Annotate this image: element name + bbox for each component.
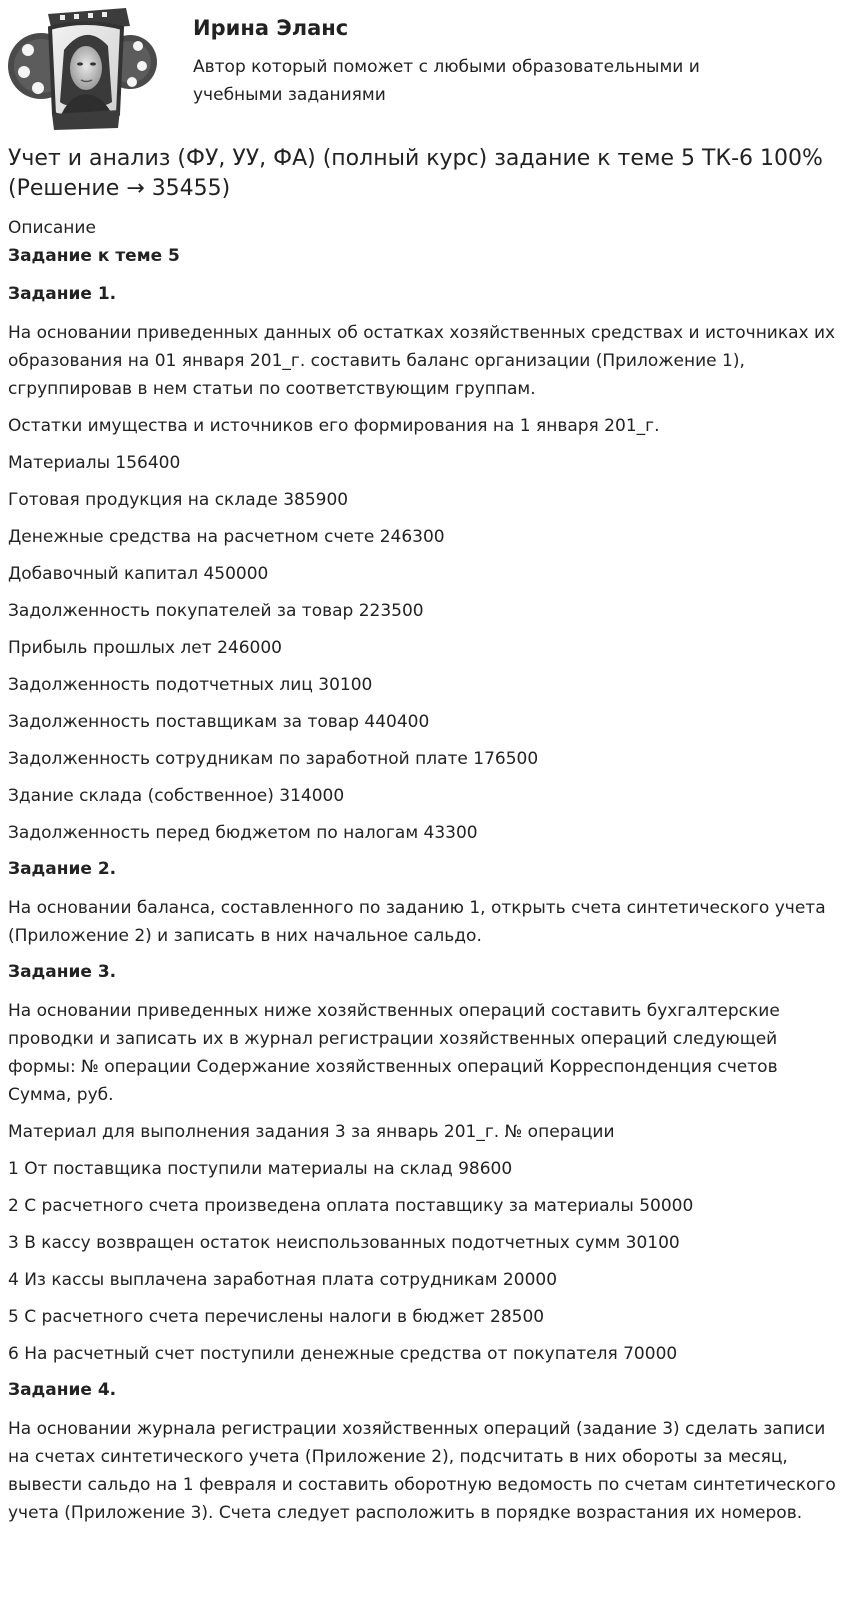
page-title: Учет и анализ (ФУ, УУ, ФА) (полный курс) задание к теме 5 ТК-6 100% (Решение → 35455) bbox=[8, 146, 823, 201]
author-photo-icon bbox=[8, 6, 158, 130]
topic-heading: Задание к теме 5 bbox=[8, 246, 180, 266]
description-body bbox=[8, 243, 840, 1536]
task1-intro: Остатки имущества и источников его формирования на 1 января 201_г. bbox=[8, 416, 660, 436]
task1-text: На основании приведенных данных об остатках хозяйственных средствах и источниках их образования на 01 января 201_г. составить баланс организации (Приложение 1), сгруппировав в нем статьи по соответствующим группам. bbox=[8, 323, 836, 399]
description-label: Описание bbox=[8, 218, 96, 238]
list-item: Задолженность сотрудникам по заработной плате 176500 bbox=[8, 749, 539, 769]
task3-heading: Задание 3. bbox=[8, 962, 117, 982]
list-item: Материалы 156400 bbox=[8, 453, 181, 473]
task3-intro: Материал для выполнения задания 3 за январь 201_г. № операции bbox=[8, 1122, 615, 1142]
list-item: Задолженность покупателей за товар 223500 bbox=[8, 601, 424, 621]
task1-heading: Задание 1. bbox=[8, 284, 117, 304]
list-item: 3 В кассу возвращен остаток неиспользованных подотчетных сумм 30100 bbox=[8, 1233, 680, 1253]
list-item: Готовая продукция на складе 385900 bbox=[8, 490, 349, 510]
list-item: Прибыль прошлых лет 246000 bbox=[8, 638, 282, 658]
list-item: Задолженность подотчетных лиц 30100 bbox=[8, 675, 373, 695]
task2-text: На основании баланса, составленного по заданию 1, открыть счета синтетического учета (Приложение 2) и записать в них начальное сальдо. bbox=[8, 898, 826, 946]
list-item: Здание склада (собственное) 314000 bbox=[8, 786, 345, 806]
list-item: Задолженность перед бюджетом по налогам 43300 bbox=[8, 823, 478, 843]
list-item: 5 С расчетного счета перечислены налоги в бюджет 28500 bbox=[8, 1307, 545, 1327]
list-item: Задолженность поставщикам за товар 440400 bbox=[8, 712, 430, 732]
author-description: Автор который поможет с любыми образовательными и учебными заданиями bbox=[193, 57, 700, 105]
task4-heading: Задание 4. bbox=[8, 1380, 117, 1400]
list-item: Добавочный капитал 450000 bbox=[8, 564, 269, 584]
list-item: 4 Из кассы выплачена заработная плата сотрудникам 20000 bbox=[8, 1270, 558, 1290]
list-item: 1 От поставщика поступили материалы на склад 98600 bbox=[8, 1159, 513, 1179]
task3-text: На основании приведенных ниже хозяйственных операций составить бухгалтерские проводки и записать их в журнал регистрации хозяйственных операций следующей формы: № операции Содержание хозяйственных операций Корреспонденция счетов Сумма, руб. bbox=[8, 1001, 780, 1105]
list-item: Денежные средства на расчетном счете 246300 bbox=[8, 527, 445, 547]
author-name[interactable]: Ирина Эланс bbox=[193, 16, 349, 40]
author-card bbox=[8, 6, 839, 128]
task2-heading: Задание 2. bbox=[8, 859, 117, 879]
list-item: 6 На расчетный счет поступили денежные средства от покупателя 70000 bbox=[8, 1344, 678, 1364]
task4-text: На основании журнала регистрации хозяйственных операций (задание 3) сделать записи на счетах синтетического учета (Приложение 2), подсчитать в них обороты за месяц, вывести сальдо на 1 февраля и составить оборотную ведомость по счетам синтетического учета (Приложение 3). Счета следует расположить в порядке возрастания их номеров. bbox=[8, 1419, 836, 1523]
list-item: 2 С расчетного счета произведена оплата поставщику за материалы 50000 bbox=[8, 1196, 694, 1216]
